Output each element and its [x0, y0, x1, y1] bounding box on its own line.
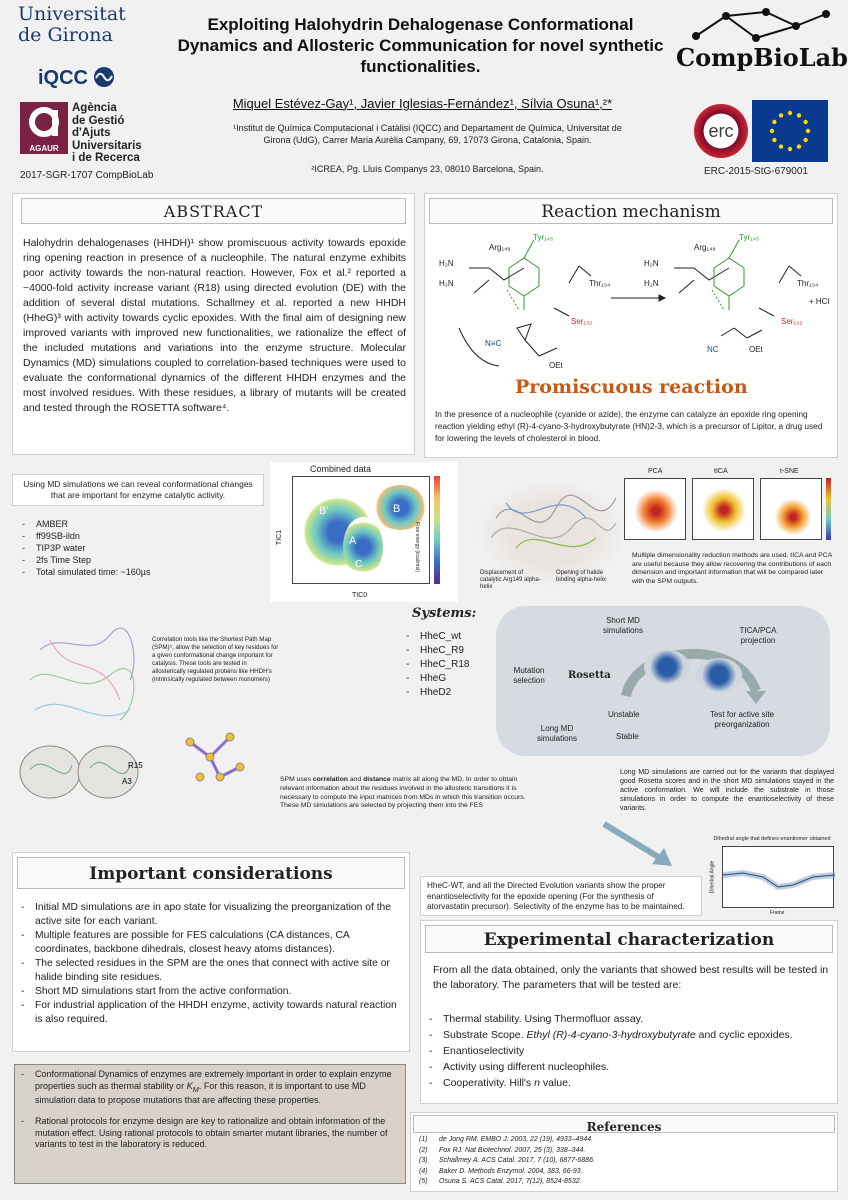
workflow-tica: TICA/PCA projection: [739, 626, 777, 645]
header: [0, 0, 848, 190]
references-panel: [410, 1112, 838, 1192]
spm-structure-icon: [10, 620, 150, 806]
md-setting: - Total simulated time: ~160µs: [20, 566, 151, 578]
pca-title: PCA: [648, 468, 663, 475]
spm-network: [180, 722, 250, 792]
system-item: - HheC_R18: [404, 658, 469, 672]
fes-region-c: C: [355, 559, 363, 570]
fes-area: [292, 476, 430, 584]
considerations-panel: [12, 852, 410, 1052]
reference-text: Osuna S. ACS Catal. 2017, 7(12), 8524-8532.: [439, 1178, 582, 1185]
compbiolab-text: CompBioLab: [676, 43, 848, 72]
consideration-item: - Initial MD simulations are in apo state for visualizing the preorganization of the active site for each variant.: [19, 901, 405, 929]
experimental-item: - Enantioselectivity: [427, 1043, 833, 1059]
reference-text: Fox RJ. Nat Biotechnol. 2007, 25 (3), 338–344.: [439, 1146, 586, 1154]
erc-logo: [694, 104, 748, 158]
item5-post: value.: [539, 1077, 571, 1089]
reaction-title: Reaction mechanism: [541, 202, 721, 222]
dihedral-title: Dihedral angle that defines enantiomer obtained: [713, 836, 831, 842]
experimental-item: - Thermal stability. Using Thermofluor assay.: [427, 1011, 833, 1027]
agaur-line: Universitaris: [72, 139, 142, 152]
reference-number: (1): [419, 1136, 428, 1143]
system-item: - HheD2: [404, 686, 469, 700]
item2-post: and cyclic epoxides.: [695, 1029, 793, 1041]
consideration-item: - Short MD simulations start from the active conformation.: [19, 985, 405, 999]
h2n-label: H₂N: [644, 259, 659, 268]
fes-plot: [270, 462, 458, 602]
agaur-tag: AGAUR: [29, 144, 59, 153]
dihedral-xlabel: Frame: [770, 910, 785, 916]
protein-structure: [476, 478, 626, 588]
md-setting: - AMBER: [20, 518, 151, 530]
agaur-line: d'Ajuts: [72, 127, 111, 139]
tica-plot: [692, 478, 754, 540]
abstract-title: ABSTRACT: [163, 202, 264, 221]
systems-title: Systems:: [412, 606, 477, 621]
spm-caption-mid: and: [348, 776, 364, 783]
fes-region-a: A: [349, 535, 357, 547]
spm-caption-rest: matrix all along the MD. In order to obtain relevant information about the residues involved in the allosteric transitions it is necessary to compute the input matrices from MDs in which this transition occurs. These MD simulations are selected by projecting them into the FES: [280, 776, 526, 810]
system-item: - HheC_R9: [404, 644, 469, 658]
reference-item: [419, 1146, 595, 1157]
conclusions-box: [14, 1064, 406, 1184]
workflow-test: Test for active site preorganization: [709, 710, 775, 729]
conclusion-item: [19, 1069, 397, 1106]
erc-text: erc: [708, 121, 734, 141]
md-intro-text: Using MD simulations we can reveal conformational changes that are important for enzyme catalytic activity.: [23, 479, 253, 500]
hcl-label: + HCl: [809, 297, 830, 306]
experimental-item: [427, 1027, 833, 1043]
long-md-text: Long MD simulations are carried out for the variants that displayed good Rosetta scores and in the short MD simulations stayed in the active conformation. We will include the substrate in those simulations in order to compute the enantioselectivity of these variants.: [620, 769, 834, 812]
fes-cbar-label: Free energy (kcal/mol): [414, 522, 420, 573]
docking-blob: [644, 650, 690, 684]
system-item: - HheG: [404, 672, 469, 686]
dihedral-area: [722, 846, 834, 908]
workflow-mutation: Mutation selection: [513, 666, 545, 685]
fes-xlabel: TIC0: [352, 592, 368, 599]
agaur-line: Agència: [72, 102, 117, 114]
reference-text: Schallmey A. ACS Catal. 2017, 7 (10), 6877-6886.: [439, 1157, 595, 1164]
eu-flag: [752, 100, 828, 162]
docking-blob: [696, 658, 742, 692]
reference-text: Baker D. Methods Enzymol. 2004, 383, 66-93.: [439, 1167, 583, 1175]
promiscuous-title: Promiscuous reaction: [515, 376, 748, 398]
item5-em: n: [534, 1077, 540, 1089]
experimental-item: - Activity using different nucleophiles.: [427, 1059, 833, 1075]
km-subscript: M: [192, 1084, 199, 1094]
reference-item: [419, 1135, 595, 1146]
considerations-title: Important considerations: [89, 864, 333, 884]
fes-title: Combined data: [310, 464, 372, 474]
considerations-header: [17, 857, 405, 889]
pca-plot: [624, 478, 686, 540]
dimred-colorbar: [826, 478, 831, 540]
erc-grant: ERC-2015-StG-679001: [704, 166, 808, 177]
university-name-line2: de Girona: [18, 24, 113, 46]
reference-text: de Jong RM. EMBO J. 2003, 22 (19), 4933–4944.: [439, 1136, 594, 1143]
ser-label: Ser₁₃₂: [781, 317, 803, 326]
item5-pre: Cooperativity. Hill's: [443, 1077, 535, 1089]
sgr-code: 2017-SGR-1707 CompBioLab: [20, 170, 154, 181]
fes-region-b-prime: B': [319, 505, 329, 517]
references-title: References: [586, 1120, 662, 1134]
spm-figure: [10, 620, 150, 806]
network-graph-icon: [180, 722, 250, 792]
spm-caption: [280, 776, 530, 811]
university-logo: [18, 4, 128, 54]
ser-label: Ser₁₃₂: [571, 317, 593, 326]
spm-caption-bold2: distance: [363, 776, 391, 783]
experimental-item: [427, 1075, 833, 1091]
reference-item: [419, 1156, 595, 1167]
workflow-rosetta: Rosetta: [568, 670, 611, 681]
conclusion1-post: . For this reason, it is important to use MD simulation data to propose mutations that are affecting these properties.: [35, 1080, 366, 1105]
workflow-long-md: Long MD simulations: [536, 724, 577, 743]
reference-number: (5): [419, 1178, 428, 1185]
consideration-item: - The selected residues in the SPM are the ones that connect with active site or halide binding site residues.: [19, 957, 405, 985]
agaur-line: de Gestió: [72, 114, 125, 127]
university-name-line1: Universitat: [18, 3, 126, 25]
nitrile-label: N≡C: [485, 339, 502, 348]
item2-em: Ethyl (R)-4-cyano-3-hydroxybutyrate: [526, 1029, 696, 1041]
md-settings-list: [20, 518, 151, 578]
conclusions-list: [15, 1065, 405, 1151]
oet-label: OEt: [549, 361, 563, 370]
md-setting: - ff99SB-ildn: [20, 530, 151, 542]
reference-number: (2): [419, 1146, 428, 1154]
experimental-panel: [420, 920, 838, 1104]
references-list: [419, 1135, 595, 1188]
authors: Miquel Estévez-Gay¹, Javier Iglesias-Fernández¹, Sílvia Osuna¹,²*: [232, 96, 613, 111]
fes-region-b: B: [393, 503, 401, 515]
experimental-header: [425, 925, 833, 953]
affiliation-1: ¹Institut de Química Computacional i Catàlisi (IQCC) and Departament de Química, Universitat de Girona (UdG), Carrer Maria Aurèlia Campany, 69, 17073 Girona, Catalonia, Spain.: [233, 123, 622, 145]
agaur-icon: [20, 102, 68, 154]
md-intro-box: [12, 474, 264, 506]
md-setting: - TIP3P water: [20, 542, 151, 554]
reaction-header: [429, 198, 833, 224]
tsne-title: t-SNE: [780, 468, 799, 475]
systems-list: [404, 630, 469, 700]
a3-label: A3: [122, 777, 132, 786]
workflow-panel: [496, 606, 830, 756]
thr-label: Thr₁₃₄: [589, 279, 611, 288]
spm-caption-prefix: SPM uses: [280, 776, 313, 783]
tyr-label: Tyr₁₄₅: [739, 233, 760, 242]
iqcc-text: iQCC: [38, 67, 88, 89]
reaction-scheme: [429, 228, 835, 388]
reference-number: (3): [419, 1157, 428, 1164]
conclusion1-pre: Conformational Dynamics of enzymes are extremely important in order to explain enzyme properties such as thermal stability or: [35, 1069, 392, 1091]
dihedral-ylabel: Dihedral Angle: [709, 860, 716, 894]
iqcc-logo: [38, 66, 128, 92]
enantio-text: HheC-WT, and all the Directed Evolution variants show the proper enantioselectivity for the epoxide opening (For the synthesis of atorvastatin precursor). Selectivity of the enzyme has to be maintained.: [427, 881, 685, 911]
km-symbol: K: [186, 1080, 193, 1091]
fes-colorbar: [434, 476, 440, 584]
reference-number: (4): [419, 1167, 428, 1175]
hn-label: H₂N: [439, 279, 454, 288]
struct-label-1: Displacement of catalytic Arg149 alpha-helix: [480, 570, 541, 590]
system-item: - HheC_wt: [404, 630, 469, 644]
dihedral-plot: [706, 836, 838, 920]
compbiolab-logo: [676, 6, 848, 76]
experimental-list: [427, 1011, 833, 1091]
arg-label: Arg₁₄₉: [489, 243, 511, 252]
promiscuous-text: In the presence of a nucleophile (cyanide or azide), the enzyme can catalyze an epoxide ring opening reaction yielding ethyl (R)-4-cyano-3-hydroxybutyrate (HN)2-3, which is a precursor of Lipitor, a drug used for lowering the levels of cholesterol in blood.: [435, 409, 823, 443]
reference-item: [419, 1167, 595, 1178]
enantio-box: [420, 876, 702, 916]
star-circle-icon: [752, 100, 828, 162]
considerations-list: [19, 901, 405, 1027]
fes-ylabel: TIC1: [276, 529, 284, 546]
experimental-intro: From all the data obtained, only the variants that showed best results will be tested in the laboratory. The parameters that will be tested are:: [433, 964, 829, 991]
reference-item: [419, 1177, 595, 1188]
network-icon: [676, 6, 836, 46]
thr-label: Thr₁₃₄: [797, 279, 819, 288]
abstract-panel: [12, 193, 415, 455]
arg-label: Arg₁₄₉: [694, 243, 716, 252]
dimred-text: Multiple dimensionality reduction methods are used. tICA and PCA are useful because they allow recovering the contributions of each dimension and important information that will be compared later with the SPM outputs.: [632, 552, 832, 585]
affiliation-2: ²ICREA, Pg. Lluís Companys 23, 08010 Barcelona, Spain.: [311, 164, 544, 174]
abstract-header: [21, 198, 406, 224]
workflow-short-md: Short MD simulations: [602, 616, 643, 635]
struct-label-2: Opening of halide binding alpha-helix: [556, 570, 607, 583]
tsne-plot: [760, 478, 822, 540]
dimred-plots: [624, 468, 834, 550]
md-setting: - 2fs Time Step: [20, 554, 151, 566]
r15-label: R15: [128, 761, 143, 770]
tyr-label: Tyr₁₄₅: [533, 233, 554, 242]
workflow-stable: Stable: [616, 732, 639, 741]
protein-ribbon-icon: [476, 478, 626, 568]
hn-label: H₂N: [644, 279, 659, 288]
spm-text: Correlation tools like the Shortest Path Map (SPM)⁵, allow the selection of key residues for a given conformational change important for catalysis. These tools are tested in allosterically regulated proteins like HHDH's (intrinsically regulated between monomers): [152, 636, 279, 683]
oet-label: OEt: [749, 345, 763, 354]
item2-pre: Substrate Scope.: [443, 1029, 527, 1041]
wave-icon: [92, 66, 116, 88]
agaur-line: i de Recerca: [72, 152, 140, 164]
agaur-logo: [20, 102, 165, 168]
abstract-text: Halohydrin dehalogenases (HHDH)¹ show promiscuous activity towards epoxide ring opening reaction in presence of a nucleophile. The natural enzyme exhibits poor activity towards the non-natural reaction. However, Fox et al.² reported a ~4000-fold activity increase variant (R18) using directed evolution (DE) with the addition of several distal mutations. Schallmey et al. reported a new HHDH (HheG)³ with activity towards cyclic epoxides. With the final aim of designing new improved variants with improved new functionalities, we rationalize the effect of the included mutations and variations into the enzyme structure. Molecular Dynamics (MD) simulations coupled to correlation-based techniques were used to evaluate the conformational dynamics of the different HHDH enzymes and the most involved residues. With these residues, a library of mutants will be created and tested through the ROSETTA software⁴.: [23, 237, 406, 414]
tica-title: tICA: [714, 468, 728, 475]
workflow-cycle-arrow: [616, 636, 766, 716]
consideration-item: - For industrial application of the HHDH enzyme, activity towards natural reaction is also required.: [19, 999, 405, 1027]
reaction-panel: [424, 193, 838, 458]
references-header: [413, 1115, 835, 1133]
consideration-item: - Multiple features are possible for FES calculations (CA distances, CA coordinates, backbone dihedrals, closest heavy atoms distances).: [19, 929, 405, 957]
h2n-label: H₂N: [439, 259, 454, 268]
poster-title: Exploiting Halohydrin Dehalogenase Conformational Dynamics and Allosteric Communication for novel synthetic functionalities.: [177, 15, 664, 76]
experimental-title: Experimental characterization: [483, 930, 775, 950]
workflow-unstable: Unstable: [608, 710, 640, 719]
flow-arrow: [600, 820, 680, 870]
nc-label: NC: [707, 345, 719, 354]
conclusion-item: - Rational protocols for enzyme design are key to rationalize and obtain information of the mutation effect. Using rational protocols to obtain smarter mutant libraries, the number of variants to test in the laboratory is reduced.: [19, 1116, 397, 1151]
spm-caption-bold1: correlation: [312, 776, 349, 783]
